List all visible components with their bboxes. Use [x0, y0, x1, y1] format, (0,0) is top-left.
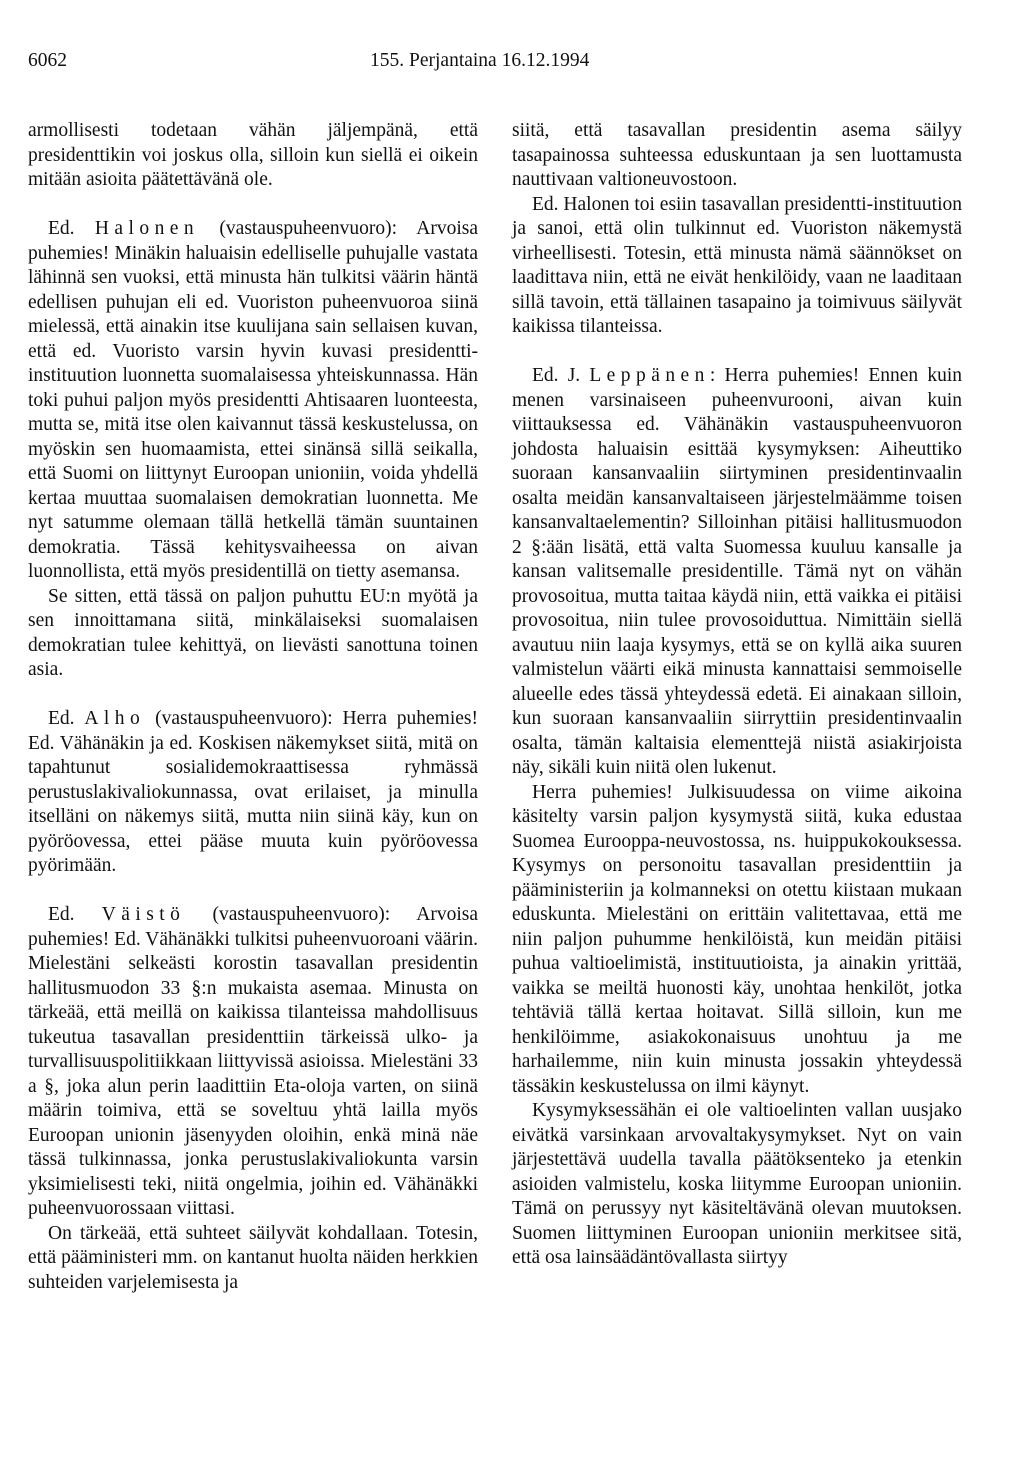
paragraph: Kysymyksessähän ei ole valtioelinten vallan uusjako eivätkä varsinkaan arvovaltakysymykset. Nyt on vain järjestettävä uudella tavalla päätöksenteko ja etenkin asioiden valmistelu, koska liitymme Euroopan unioniin. Tämä on perussyy nyt käsiteltävänä olevan muutoksen. Suomen liittyminen Euroopan unioniin merkitsee sitä, että osa lainsäädäntövallasta siirtyy	[512, 1100, 962, 1268]
speaker-name: Väistö	[101, 904, 186, 925]
paragraph: On tärkeää, että suhteet säilyvät kohdallaan. Totesin, että pääministeri mm. on kantanut huolta näiden herkkien suhteiden varjelemisesta ja	[28, 1222, 478, 1293]
page-header	[28, 50, 988, 80]
running-title: 155. Perjantaina 16.12.1994	[370, 50, 590, 71]
speaker-role: (vastauspuheenvuoro):	[219, 218, 398, 239]
speech-text: Arvoisa puhemies! Minäkin haluaisin edelliselle puhujalle vastata lähinnä sen vuoksi, että minusta hän tulkitsi väärin häntä edellisen puhujan eli ed. Vuoriston puheenvuoroa siinä mielessä, että ainakin itse kuulijana sain sellaisen kuvan, että ed. Vuoristo varsin hyvin kuvasi presidentti-instituution luonnetta suomalaisessa yhteiskunnassa. Hän toki puhui paljon myös presidentti Ahtisaaren luonteesta, mutta se, mitä itse olen kaivannut tässä keskustelussa, on myöskin sen huomaamista, ettei sinänsä sillä seikalla, että Suomi on liittynyt Euroopan unioniin, voida yhdellä kertaa muuttaa suomalaisen demokratian luonnetta. Me nyt satumme olemaan tällä hetkellä tämän suuntainen demokratia. Tässä kehitysvaiheessa on aivan luonnollista, että myös presidentillä on tietty asemansa.	[28, 218, 479, 582]
paragraph: Ed. Halonen toi esiin tasavallan presidentti-instituution ja sanoi, että olin tulkinnut ed. Vuoriston näkemystä virheellisesti. Totesin, että minusta nämä säännökset on laadittava niin, että ne eivät henkilöidy, vaan ne laaditaan sillä tavoin, että tällainen tasapaino ja toimivuus säilyvät kaikissa tilanteissa.	[512, 193, 962, 337]
speech-leppanen	[512, 364, 962, 781]
speaker-prefix: Ed. J.	[532, 365, 581, 386]
speaker-name: Alho	[84, 708, 146, 729]
speech-text: : Herra puhemies! Ennen kuin menen varsinaiseen puheenvurooni, aivan kuin viittauksessa ed. Vähänäkin vastauspuheenvuoron johdosta haluaisin esittää kysymyksen: Aiheuttiko suoraan kansanvaaliin siirtyminen presidentinvaalin osalta meidän kansanvaltaiseen järjestelmäämme toisen kansanvaltaelementin? Silloinhan pitäisi hallitusmuodon 2 §:ään lisätä, että valta Suomessa kuuluu kansalle ja kansan valitsemalle presidentille. Tämä nyt on vähän provosoitua, mutta taitaa käydä niin, että vaikka ei pitäisi provosoitua, niin tulee provosoiduttua. Nimittäin siellä avautuu niin laaja kysymys, että se on kyllä aika suuren valmistelun väärti eikä minusta kannattaisi semmoiselle alueelle edes tässä yhteydessä edetä. Ei ainakaan silloin, kun suoraan kansanvaaliin siirryttiin presidentinvaalin osalta, tämän kaltaisia elementtejä niistä asiakirjoista näy, sikäli kuin niitä olen lukenut.	[512, 365, 962, 778]
paragraph: Herra puhemies! Julkisuudessa on viime aikoina käsitelty varsin paljon kysymystä siitä, kuka edustaa Suomea Eurooppa-neuvostossa, ns. huippukokouksessa. Kysymys on personoitu tasavallan presidenttiin ja pääministeriin ja kolmanneksi on otettu kiistaan mukaan eduskunta. Mielestäni on erittäin valitettavaa, että me niin paljon puhumme henkilöistä, kun meidän pitäisi puhua valtioelimistä, instituutioista, ja ainakin yrittää, vaikka se meiltä huonosti käy, unohtaa henkilöt, jotka tehtäviä tällä kertaa hoitavat. Sillä silloin, kun me henkilöimme, asiakokonaisuus unohtuu ja me harhailemme, niin kuin minusta jossakin yhteydessä tässäkin keskustelussa on ilmi käynyt.	[512, 781, 962, 1097]
speaker-prefix: Ed.	[48, 904, 75, 925]
speaker-name: Leppänen	[589, 365, 710, 386]
speaker-prefix: Ed.	[48, 708, 75, 729]
speech-text: Arvoisa puhemies! Ed. Vähänäkki tulkitsi puheenvuoroani väärin. Mielestäni selkeästi korostin tasavallan presidentin hallitusmuodon 33 §:n mukaista asemaa. Minusta on tärkeää, että meillä on kaikissa tilanteissa mahdollisuus tukeutua tasavallan presidenttiin tärkeissä ulko- ja turvallisuuspolitiikkaan liittyvissä asioissa. Mielestäni 33 a §, joka alun perin laadittiin Eta-oloja varten, on siinä määrin toimiva, että se soveltuu yhtä lailla myös Euroopan unionin jäsenyyden oloihin, enkä minä näe tässä tulkinnassa, jonka perustuslakivaliokunta varsin yksimielisesti teki, niitä ongelmia, joihin ed. Vähänäkki puheenvuorossaan viittasi.	[28, 904, 478, 1219]
speaker-prefix: Ed.	[48, 218, 75, 239]
speaker-name: Halonen	[94, 218, 200, 239]
paragraph: armollisesti todetaan vähän jäljempänä, että presidenttikin voi joskus olla, silloin kun siellä ei oikein mitään asioita päätettävänä ole.	[28, 120, 478, 190]
speaker-role: (vastauspuheenvuoro):	[155, 708, 333, 729]
paragraph: siitä, että tasavallan presidentin asema säilyy tasapainossa suhteessa eduskuntaan ja sen luottamusta nauttivaan valtioneuvostoon.	[512, 120, 962, 190]
speaker-role: (vastauspuheenvuoro):	[212, 904, 391, 925]
left-column	[28, 119, 478, 1295]
right-column	[512, 119, 962, 1271]
speech-text: Herra puhemies! Ed. Vähänäkin ja ed. Koskisen näkemykset siitä, mitä on tapahtunut sosialidemokraattisessa ryhmässä perustuslakivaliokunnassa, ovat erilaiset, ja minulla itselläni on näkemys siitä, mutta niin siinä käy, kun on pyöröovessa, ettei pääse muuta kuin pyöröovessa pyörimään.	[28, 708, 478, 876]
speech-halonen	[28, 217, 478, 585]
speech-vaisto	[28, 903, 478, 1222]
page-number: 6062	[28, 50, 67, 71]
speech-alho	[28, 707, 478, 879]
paragraph: Se sitten, että tässä on paljon puhuttu EU:n myötä ja sen innoittamana siitä, minkälaiseksi suomalaisen demokratian tulee kehittyä, on lievästi sanottuna toinen asia.	[28, 585, 478, 680]
